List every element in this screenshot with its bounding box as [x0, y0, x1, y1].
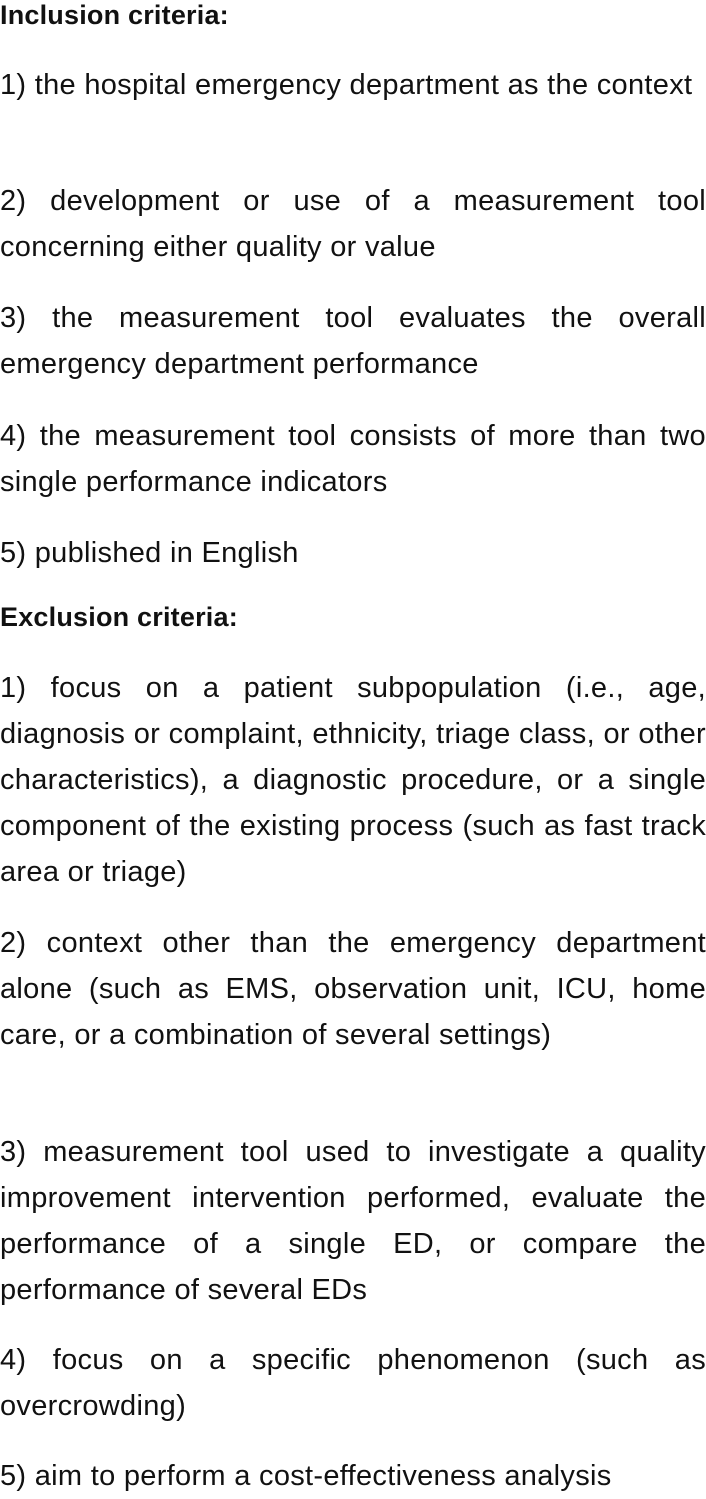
inclusion-item-5: 5) published in English: [0, 537, 299, 569]
inclusion-item-1: 1) the hospital emergency department as the context: [0, 69, 693, 101]
inclusion-item-3: 3) the measurement tool evaluates the overall emergency department performance: [0, 302, 706, 380]
exclusion-item-4: 4) focus on a specific phenomenon (such as overcrowding): [0, 1344, 706, 1422]
inclusion-item-4: 4) the measurement tool consists of more than two single performance indicators: [0, 420, 706, 498]
exclusion-item-5: 5) aim to perform a cost-effectiveness analysis: [0, 1460, 612, 1492]
exclusion-item-2: 2) context other than the emergency department alone (such as EMS, observation unit, ICU, home care, or a combination of several settings): [0, 927, 706, 1051]
exclusion-item-1: 1) focus on a patient subpopulation (i.e., age, diagnosis or complaint, ethnicity, triage class, or other characteristics), a diagnostic procedure, or a single component of the existing process (such as fast track area or triage): [0, 672, 706, 888]
exclusion-item-3: 3) measurement tool used to investigate a quality improvement intervention performed, evaluate the performance of a single ED, or compare the performance of several EDs: [0, 1136, 706, 1306]
inclusion-item-2: 2) development or use of a measurement tool concerning either quality or value: [0, 185, 706, 263]
inclusion-heading: Inclusion criteria:: [0, 0, 229, 30]
exclusion-heading: Exclusion criteria:: [0, 602, 238, 632]
